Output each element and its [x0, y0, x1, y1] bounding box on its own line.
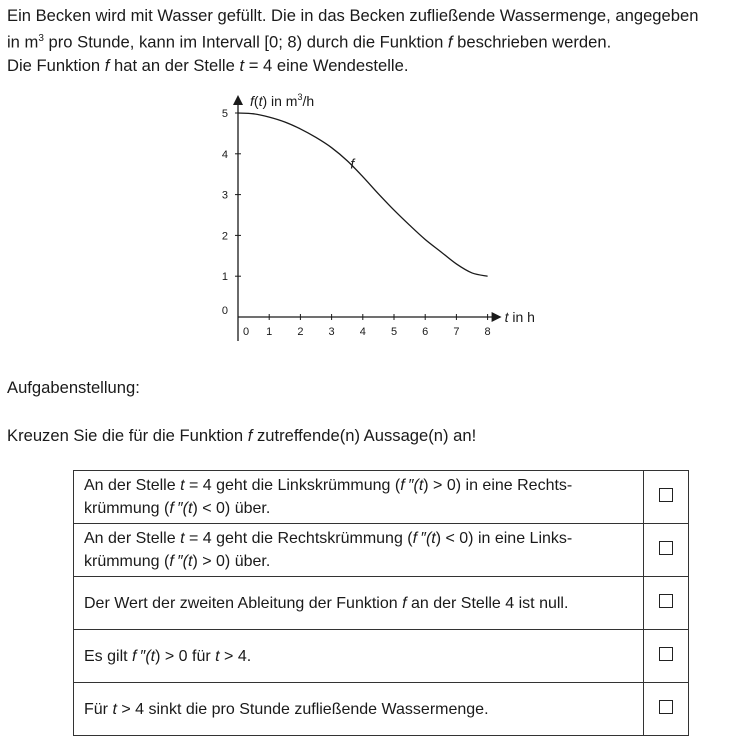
task-instruction [7, 426, 476, 446]
option-checkbox-cell [644, 524, 689, 577]
intro-text: hat an der Stelle [109, 55, 240, 75]
x-axis-label-unit: in h [508, 309, 535, 325]
option-row-4 [74, 630, 689, 683]
option-row-1 [74, 471, 689, 524]
x-tick-label: 2 [297, 326, 304, 338]
option-checkbox-2[interactable] [659, 541, 673, 555]
answer-options-table [73, 470, 689, 736]
curve-f [238, 113, 488, 276]
x-tick-label: 8 [484, 326, 491, 338]
option-checkbox-3[interactable] [659, 594, 673, 608]
option-statement: Es gilt f ″(t) > 0 für t > 4. [74, 630, 644, 683]
intro-text: pro Stunde, kann im Intervall [0; 8) durch die Funktion [43, 32, 448, 52]
axes [233, 95, 502, 341]
origin-label: 0 [221, 305, 228, 317]
x-tick-label: 7 [453, 326, 460, 338]
y-axis-label-f: f [250, 93, 254, 109]
intro-text: in m [7, 32, 39, 52]
y-axis-label-t: t [258, 93, 263, 109]
option-statement: Für t > 4 sinkt die pro Stunde zufließende Wassermenge. [74, 683, 644, 736]
y-tick-label: 1 [221, 271, 228, 284]
x-axis-label-t: t [504, 309, 509, 325]
y-axis-arrow [233, 95, 243, 105]
intro-text: Die Funktion [7, 55, 105, 75]
y-axis-label: f(t) in $m^3/h$ [250, 92, 315, 109]
option-row-3 [74, 577, 689, 630]
option-statement: Der Wert der zweiten Ableitung der Funktion f an der Stelle 4 ist null. [74, 577, 644, 630]
intro-variable-f: f [447, 32, 453, 52]
intro-text: = 4 eine Wendestelle. [244, 55, 409, 75]
y-axis-label-per-hour: /h [302, 93, 315, 109]
y-axis-label-unit: in m [267, 93, 298, 109]
x-tick-label: 1 [266, 326, 273, 338]
y-tick-label: 2 [221, 230, 228, 243]
option-checkbox-cell [644, 630, 689, 683]
intro-variable-t: t [239, 55, 245, 75]
option-row-2 [74, 524, 689, 577]
option-checkbox-cell [644, 683, 689, 736]
intro-line-3 [7, 54, 752, 77]
option-checkbox-cell [644, 471, 689, 524]
intro-text: beschrieben werden. [452, 32, 612, 52]
y-tick-label: 5 [221, 108, 228, 120]
option-statement: An der Stelle t = 4 geht die Linkskrümmung (f ″(t) > 0) in eine Rechts- krümmung (f ″(t) < 0) über. [74, 471, 644, 524]
x-tick-label: 5 [390, 326, 398, 338]
x-tick-label: 6 [422, 326, 429, 338]
y-tick-label: 3 [221, 189, 228, 202]
option-checkbox-5[interactable] [659, 700, 673, 714]
option-row-5 [74, 683, 689, 736]
y-axis-label-superscript: 3 [297, 92, 303, 102]
x-tick-label: 3 [328, 326, 335, 338]
function-graph [200, 88, 560, 348]
option-checkbox-cell [644, 577, 689, 630]
x-axis-arrow [492, 312, 502, 322]
option-checkbox-1[interactable] [659, 488, 673, 502]
task-heading: Aufgabenstellung: [7, 378, 140, 397]
instruction-text: zutreffende(n) Aussage(n) an! [252, 426, 477, 445]
intro-line-2 [7, 27, 752, 54]
tick-marks [222, 108, 491, 338]
intro-line-1-text: Ein Becken wird mit Wasser gefüllt. Die in das Becken zufließende Wassermenge, angegeben [7, 6, 699, 25]
curve-label-f: f [350, 155, 355, 172]
intro-superscript: 3 [38, 33, 44, 44]
instruction-text: Kreuzen Sie die für die Funktion [7, 426, 248, 445]
x-axis-label [505, 309, 535, 325]
x-tick-label: 4 [359, 326, 366, 338]
intro-variable-f: f [104, 55, 110, 75]
task-intro [7, 4, 752, 77]
y-tick-label: 4 [221, 148, 228, 161]
option-checkbox-4[interactable] [659, 647, 673, 661]
instruction-variable-f: f [247, 426, 253, 445]
intro-line-1 [7, 4, 752, 27]
option-statement: An der Stelle t = 4 geht die Rechtskrümmung (f ″(t) < 0) in eine Links- krümmung (f ″(t) > 0) über. [74, 524, 644, 577]
x-tick-label: 0 [242, 326, 250, 338]
